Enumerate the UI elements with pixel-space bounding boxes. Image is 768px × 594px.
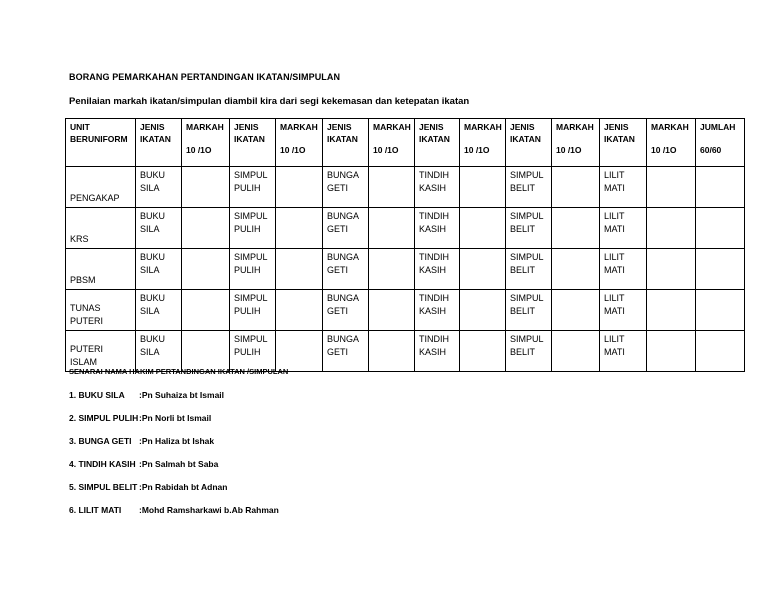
knot-name-line2: MATI: [604, 347, 625, 357]
score-cell[interactable]: [552, 208, 600, 249]
judge-item: [69, 436, 214, 446]
judge-name: :Pn Haliza bt Ishak: [139, 436, 215, 446]
header-jumlah-score: 60/60: [700, 145, 722, 155]
header-jumlah: [696, 119, 745, 167]
judge-name: :Pn Norli bt Ismail: [139, 413, 212, 423]
knot-name-line1: SIMPUL: [234, 252, 268, 262]
knot-name-line1: TINDIH: [419, 211, 449, 221]
unit-name-line1: PENGAKAP: [70, 193, 120, 203]
total-cell[interactable]: [696, 290, 745, 331]
score-cell[interactable]: [460, 331, 506, 372]
header-markah-score: 10 /1O: [280, 145, 306, 155]
knot-cell: [415, 331, 460, 372]
score-cell[interactable]: [552, 167, 600, 208]
knot-cell: [506, 331, 552, 372]
score-cell[interactable]: [276, 208, 323, 249]
header-jenis-line2: IKATAN: [327, 134, 358, 144]
header-markah-score: 10 /1O: [373, 145, 399, 155]
knot-name-line1: TINDIH: [419, 334, 449, 344]
score-cell[interactable]: [647, 331, 696, 372]
knot-name-line2: SILA: [140, 347, 160, 357]
score-cell[interactable]: [552, 290, 600, 331]
knot-cell: [415, 167, 460, 208]
knot-cell: [506, 208, 552, 249]
header-jenis-line2: IKATAN: [510, 134, 541, 144]
knot-name-line2: BELIT: [510, 306, 536, 316]
knot-cell: [230, 331, 276, 372]
total-cell[interactable]: [696, 208, 745, 249]
knot-name-line2: GETI: [327, 265, 349, 275]
score-cell[interactable]: [182, 249, 230, 290]
header-jenis: [415, 119, 460, 167]
score-cell[interactable]: [276, 167, 323, 208]
score-cell[interactable]: [182, 167, 230, 208]
knot-name-line1: BUKU: [140, 252, 166, 262]
score-cell[interactable]: [276, 331, 323, 372]
header-markah-score: 10 /1O: [186, 145, 212, 155]
score-cell[interactable]: [369, 249, 415, 290]
header-jenis-line2: IKATAN: [234, 134, 265, 144]
knot-name-line2: PULIH: [234, 347, 261, 357]
header-markah: [276, 119, 323, 167]
knot-name-line1: BUKU: [140, 211, 166, 221]
knot-name-line1: SIMPUL: [234, 170, 268, 180]
knot-cell: [323, 249, 369, 290]
unit-cell: [66, 249, 136, 290]
knot-cell: [136, 167, 182, 208]
knot-cell: [323, 208, 369, 249]
header-jenis-line2: IKATAN: [604, 134, 635, 144]
knot-name-line1: SIMPUL: [234, 211, 268, 221]
knot-name-line2: GETI: [327, 306, 349, 316]
judge-name: :Mohd Ramsharkawi b.Ab Rahman: [139, 505, 279, 515]
total-cell[interactable]: [696, 331, 745, 372]
knot-cell: [323, 167, 369, 208]
judge-knot: 2. SIMPUL PULIH: [69, 413, 139, 423]
knot-name-line1: BUNGA: [327, 211, 360, 221]
knot-name-line1: SIMPUL: [234, 334, 268, 344]
score-cell[interactable]: [460, 290, 506, 331]
header-jenis: [600, 119, 647, 167]
header-unit-line2: BERUNIFORM: [70, 134, 128, 144]
total-cell[interactable]: [696, 167, 745, 208]
judge-knot: 6. LILIT MATI: [69, 505, 122, 515]
knot-name-line2: BELIT: [510, 265, 536, 275]
knot-name-line2: KASIH: [419, 265, 447, 275]
score-cell[interactable]: [460, 167, 506, 208]
table-row: [66, 331, 745, 372]
knot-name-line1: SIMPUL: [510, 211, 544, 221]
knot-name-line2: GETI: [327, 183, 349, 193]
score-cell[interactable]: [369, 331, 415, 372]
knot-cell: [230, 290, 276, 331]
knot-name-line2: MATI: [604, 224, 625, 234]
header-jenis-line1: JENIS: [510, 122, 535, 132]
header-markah: [552, 119, 600, 167]
knot-name-line2: KASIH: [419, 224, 447, 234]
header-unit-line1: UNIT: [70, 122, 90, 132]
score-cell[interactable]: [647, 208, 696, 249]
knot-cell: [230, 208, 276, 249]
knot-name-line2: SILA: [140, 183, 160, 193]
score-cell[interactable]: [182, 290, 230, 331]
header-jenis-line2: IKATAN: [140, 134, 171, 144]
unit-name-line2: ISLAM: [70, 357, 98, 367]
knot-name-line2: MATI: [604, 265, 625, 275]
judge-name: :Pn Suhaiza bt Ismail: [139, 390, 225, 400]
unit-name-line1: TUNAS: [70, 303, 101, 313]
header-jenis-line2: IKATAN: [419, 134, 450, 144]
header-markah-label: MARKAH: [556, 122, 594, 132]
judge-item: [69, 482, 227, 492]
table-row: [66, 290, 745, 331]
knot-cell: [600, 208, 647, 249]
unit-name-line1: PUTERI: [70, 344, 104, 354]
knot-name-line2: PULIH: [234, 265, 261, 275]
unit-name-line1: PBSM: [70, 275, 96, 285]
judge-name: :Pn Rabidah bt Adnan: [139, 482, 228, 492]
knot-cell: [506, 290, 552, 331]
knot-name-line1: TINDIH: [419, 293, 449, 303]
knot-cell: [415, 208, 460, 249]
knot-name-line1: BUNGA: [327, 293, 360, 303]
score-cell[interactable]: [276, 290, 323, 331]
header-jenis-line1: JENIS: [604, 122, 629, 132]
unit-cell: [66, 331, 136, 372]
knot-name-line2: PULIH: [234, 224, 261, 234]
unit-name-line2: PUTERI: [70, 316, 104, 326]
unit-name-line1: KRS: [70, 234, 89, 244]
header-markah-score: 10 /1O: [651, 145, 677, 155]
knot-cell: [415, 290, 460, 331]
header-markah: [647, 119, 696, 167]
knot-cell: [600, 167, 647, 208]
knot-cell: [136, 290, 182, 331]
knot-name-line1: LILIT: [604, 170, 625, 180]
score-cell[interactable]: [182, 331, 230, 372]
knot-cell: [506, 167, 552, 208]
knot-name-line1: SIMPUL: [510, 170, 544, 180]
knot-name-line2: GETI: [327, 224, 349, 234]
knot-name-line2: BELIT: [510, 347, 536, 357]
knot-name-line2: KASIH: [419, 306, 447, 316]
header-jenis: [506, 119, 552, 167]
score-cell[interactable]: [460, 208, 506, 249]
score-cell[interactable]: [276, 249, 323, 290]
judge-knot: 5. SIMPUL BELIT: [69, 482, 138, 492]
knot-name-line2: SILA: [140, 265, 160, 275]
score-cell[interactable]: [552, 249, 600, 290]
score-cell[interactable]: [369, 208, 415, 249]
header-markah-label: MARKAH: [651, 122, 689, 132]
knot-name-line1: LILIT: [604, 252, 625, 262]
knot-cell: [600, 331, 647, 372]
knot-name-line1: BUKU: [140, 170, 166, 180]
form-subtitle: Penilaian markah ikatan/simpulan diambil kira dari segi kekemasan dan ketepatan ikatan: [69, 96, 470, 107]
header-markah: [182, 119, 230, 167]
knot-name-line1: SIMPUL: [234, 293, 268, 303]
knot-cell: [136, 249, 182, 290]
knot-cell: [600, 249, 647, 290]
knot-name-line2: PULIH: [234, 306, 261, 316]
knot-name-line1: BUNGA: [327, 334, 360, 344]
table-row: [66, 249, 745, 290]
unit-cell: [66, 167, 136, 208]
knot-name-line1: BUKU: [140, 334, 166, 344]
header-jenis: [323, 119, 369, 167]
score-cell[interactable]: [182, 208, 230, 249]
knot-name-line2: SILA: [140, 224, 160, 234]
knot-cell: [230, 249, 276, 290]
header-markah-label: MARKAH: [464, 122, 502, 132]
unit-cell: [66, 290, 136, 331]
knot-name-line1: TINDIH: [419, 252, 449, 262]
header-jenis: [230, 119, 276, 167]
knot-name-line2: MATI: [604, 183, 625, 193]
knot-name-line1: LILIT: [604, 334, 625, 344]
judge-knot: 3. BUNGA GETI: [69, 436, 132, 446]
knot-cell: [600, 290, 647, 331]
knot-name-line1: LILIT: [604, 211, 625, 221]
header-markah-label: MARKAH: [373, 122, 411, 132]
knot-name-line2: SILA: [140, 306, 160, 316]
header-jenis-line1: JENIS: [327, 122, 352, 132]
judge-item: [69, 459, 218, 469]
score-cell[interactable]: [647, 290, 696, 331]
knot-cell: [506, 249, 552, 290]
header-row: [66, 119, 745, 167]
knot-cell: [323, 331, 369, 372]
judge-item: [69, 505, 279, 515]
score-cell[interactable]: [369, 167, 415, 208]
score-cell[interactable]: [647, 167, 696, 208]
unit-cell: [66, 208, 136, 249]
knot-cell: [415, 249, 460, 290]
header-jenis-line1: JENIS: [234, 122, 259, 132]
judge-knot: 1. BUKU SILA: [69, 390, 125, 400]
header-markah-score: 10 /1O: [464, 145, 490, 155]
header-markah-label: MARKAH: [186, 122, 224, 132]
judge-name: :Pn Salmah bt Saba: [139, 459, 219, 469]
knot-name-line2: BELIT: [510, 183, 536, 193]
knot-name-line2: MATI: [604, 306, 625, 316]
header-markah: [369, 119, 415, 167]
knot-cell: [136, 331, 182, 372]
header-jenis: [136, 119, 182, 167]
judges-heading: SENARAI NAMA HAKIM PERTANDINGAN IKATAN /SIMPULAN: [69, 367, 289, 376]
knot-name-line1: SIMPUL: [510, 252, 544, 262]
header-markah-score: 10 /1O: [556, 145, 582, 155]
header-jenis-line1: JENIS: [419, 122, 444, 132]
table-row: [66, 167, 745, 208]
score-table: [65, 118, 745, 372]
table-row: [66, 208, 745, 249]
header-unit: [66, 119, 136, 167]
knot-name-line1: SIMPUL: [510, 293, 544, 303]
knot-name-line1: BUNGA: [327, 170, 360, 180]
score-cell[interactable]: [552, 331, 600, 372]
score-cell[interactable]: [460, 249, 506, 290]
total-cell[interactable]: [696, 249, 745, 290]
knot-cell: [136, 208, 182, 249]
score-cell[interactable]: [647, 249, 696, 290]
knot-cell: [230, 167, 276, 208]
knot-name-line2: KASIH: [419, 347, 447, 357]
knot-name-line1: BUNGA: [327, 252, 360, 262]
knot-name-line2: GETI: [327, 347, 349, 357]
score-cell[interactable]: [369, 290, 415, 331]
header-markah: [460, 119, 506, 167]
judge-item: [69, 390, 224, 400]
header-jumlah-label: JUMLAH: [700, 122, 736, 132]
knot-name-line2: PULIH: [234, 183, 261, 193]
knot-name-line2: BELIT: [510, 224, 536, 234]
header-markah-label: MARKAH: [280, 122, 318, 132]
judge-knot: 4. TINDIH KASIH: [69, 459, 136, 469]
knot-name-line1: BUKU: [140, 293, 166, 303]
judge-item: [69, 413, 211, 423]
header-jenis-line1: JENIS: [140, 122, 165, 132]
knot-name-line1: LILIT: [604, 293, 625, 303]
knot-cell: [323, 290, 369, 331]
knot-name-line1: SIMPUL: [510, 334, 544, 344]
knot-name-line2: KASIH: [419, 183, 447, 193]
form-title: BORANG PEMARKAHAN PERTANDINGAN IKATAN/SIMPULAN: [69, 72, 341, 82]
knot-name-line1: TINDIH: [419, 170, 449, 180]
